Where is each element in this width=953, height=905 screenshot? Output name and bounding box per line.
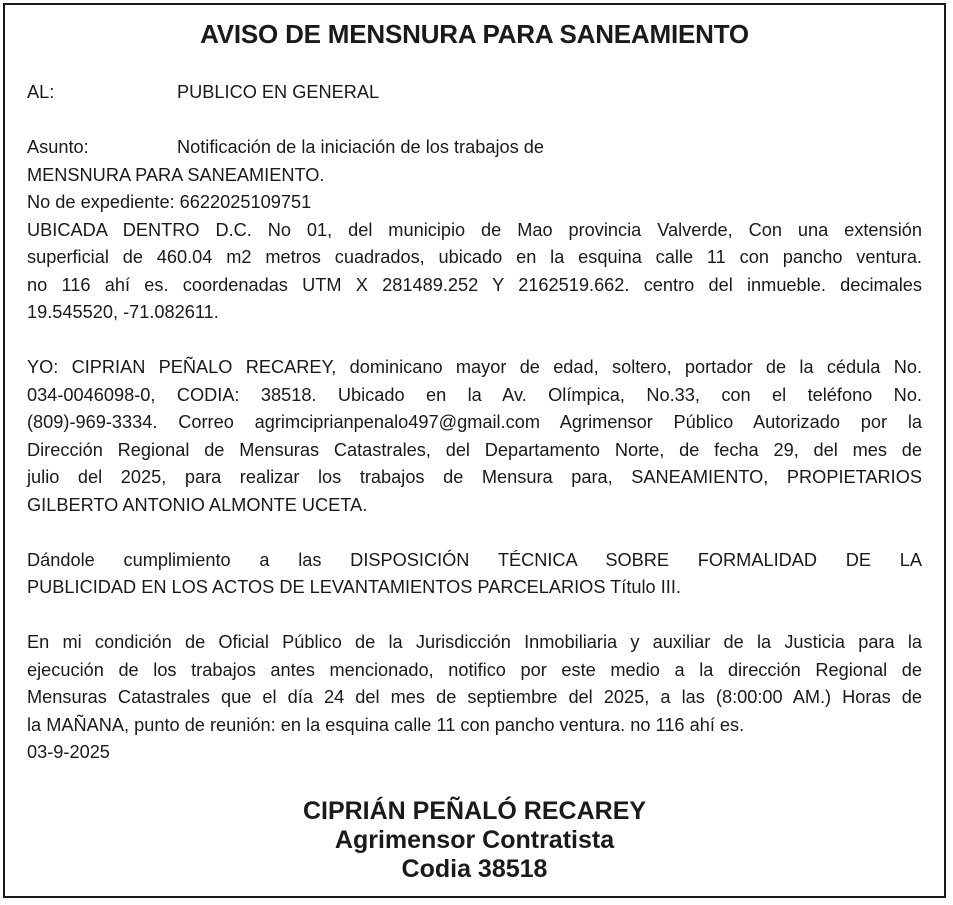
surveyor-line: 034-0046098-0, CODIA: 38518. Ubicado en la Av. Olímpica, No.33, con el teléfono No. xyxy=(27,384,922,405)
notice-title: AVISO DE MENSNURA PARA SANEAMIENTO xyxy=(200,19,749,49)
condition-line: ejecución de los trabajos antes mencionado, notifico por este medio a la dirección Regional de xyxy=(27,659,922,680)
surveyor-line: YO: CIPRIAN PEÑALO RECAREY, dominicano mayor de edad, soltero, portador de la cédula No. xyxy=(27,357,922,377)
signature-name: CIPRIÁN PEÑALÓ RECAREY xyxy=(302,797,647,825)
to-value: PUBLICO EN GENERAL xyxy=(177,82,380,102)
subject-label: Asunto: xyxy=(27,137,89,157)
subject-row xyxy=(27,134,922,162)
location-line: UBICADA DENTRO D.C. No 01, del municipio de Mao provincia Valverde, Con una extensión xyxy=(27,219,922,240)
notice-date: 03-9-2025 xyxy=(27,742,110,762)
surveyor-line: Dirección Regional de Mensuras Catastrales, del Departamento Norte, de fecha 29, del mes de xyxy=(27,439,922,460)
signature-role: Agrimensor Contratista xyxy=(334,826,615,854)
expediente-number: No de expediente: 6622025109751 xyxy=(27,192,312,212)
surveyor-paragraph xyxy=(27,354,922,519)
notice-body xyxy=(27,79,922,767)
signature-codia: Codia 38518 xyxy=(401,855,548,883)
surveyor-line: (809)-969-3334. Correo agrimciprianpenalo497@gmail.com Agrimensor Público Autorizado por la xyxy=(27,412,922,432)
condition-line: la MAÑANA, punto de reunión: en la esquina calle 11 con pancho ventura. no 116 ahí es. xyxy=(27,714,745,735)
location-line: no 116 ahí es. coordenadas UTM X 281489.252 Y 2162519.662. centro del inmueble. decimales xyxy=(27,274,922,295)
location-line: 19.545520, -71.082611. xyxy=(27,302,219,322)
surveyor-line: julio del 2025, para realizar los trabajos de Mensura para, SANEAMIENTO, PROPIETARIOS xyxy=(27,467,922,487)
disposition-line: PUBLICIDAD EN LOS ACTOS DE LEVANTAMIENTOS PARCELARIOS Título III. xyxy=(27,577,681,597)
disposition-line: Dándole cumplimiento a las DISPOSICIÓN TÉCNICA SOBRE FORMALIDAD DE LA xyxy=(27,549,922,570)
to-label: AL: xyxy=(27,82,55,102)
condition-paragraph xyxy=(27,629,922,739)
notice-frame xyxy=(3,3,946,898)
subject-value: Notificación de la iniciación de los trabajos de xyxy=(177,137,544,157)
disposition-paragraph xyxy=(27,547,922,602)
location-paragraph xyxy=(27,217,922,327)
location-line: superficial de 460.04 m2 metros cuadrados, ubicado en la esquina calle 11 con pancho ventura. xyxy=(27,247,922,267)
signature-block xyxy=(5,797,944,884)
surveyor-line: GILBERTO ANTONIO ALMONTE UCETA. xyxy=(27,494,368,515)
condition-line: Mensuras Catastrales que el día 24 del mes de septiembre del 2025, a las (8:00:00 AM.) Horas de xyxy=(27,687,922,707)
condition-line: En mi condición de Oficial Público de la Jurisdicción Inmobiliaria y auxiliar de la Justicia para la xyxy=(27,632,922,652)
to-row xyxy=(27,79,922,107)
subject-continuation: MENSNURA PARA SANEAMIENTO. xyxy=(27,164,325,185)
